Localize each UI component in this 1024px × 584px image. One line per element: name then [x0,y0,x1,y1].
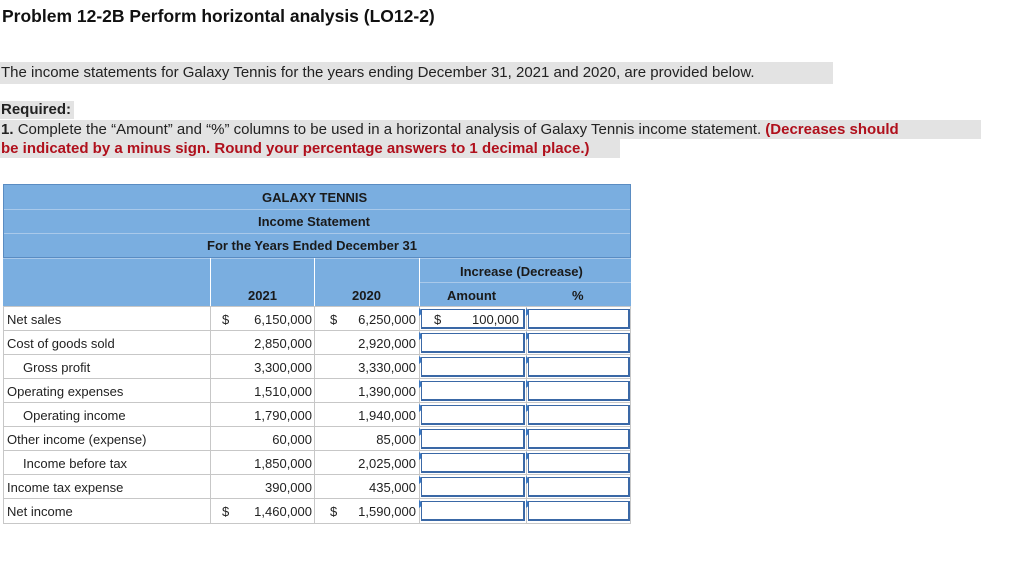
value-2021: 1,510,000 [254,384,312,399]
required-item-number: 1. [1,121,14,138]
dollar-amount: $ [434,312,442,327]
amount-input[interactable] [421,429,525,449]
col-header-2020-cell [315,258,419,306]
required-note-1: (Decreases should [765,121,899,138]
percent-input[interactable] [528,453,630,473]
amount-input[interactable] [421,333,525,353]
value-2021: 6,150,000 [254,312,312,327]
cell-divider [314,331,315,355]
row-label: Gross profit [23,360,91,375]
value-2020: 2,920,000 [358,336,416,351]
percent-input[interactable] [528,405,630,425]
cell-divider [3,451,4,475]
cell-divider [3,499,4,523]
row-label: Net sales [7,312,62,327]
amount-input[interactable] [421,405,525,425]
table-row [3,498,631,524]
table-row [3,450,631,475]
table-row [3,378,631,403]
cell-divider [314,403,315,427]
amount-input[interactable] [421,501,525,521]
statement-period: For the Years Ended December 31 [207,238,418,253]
value-2020: 6,250,000 [358,312,416,327]
row-label: Operating expenses [7,384,124,399]
col-header-change-cell [420,258,631,306]
required-note-2: be indicated by a minus sign. Round your percentage answers to 1 decimal place.) [1,140,590,157]
cell-divider [630,427,631,451]
row-label: Net income [7,504,73,519]
cell-divider [3,427,4,451]
cell-divider [630,499,631,523]
cell-divider [210,427,211,451]
value-2021: 1,460,000 [254,504,312,519]
cell-divider [314,499,315,523]
cell-divider [630,403,631,427]
required-text: Complete the “Amount” and “%” columns to be used in a horizontal analysis of Galaxy Tennis income statement. [17,121,762,138]
dollar-2021: $ [222,504,230,519]
header-divider [420,282,631,283]
col-header-increase-decrease: Increase (Decrease) [460,264,583,279]
row-label: Other income (expense) [7,432,147,447]
cell-divider [210,355,211,379]
cell-divider [314,307,315,331]
value-2020: 435,000 [369,480,416,495]
percent-input[interactable] [528,333,630,353]
cell-divider [3,403,4,427]
value-2020: 3,330,000 [358,360,416,375]
cell-divider [210,379,211,403]
cell-divider [314,451,315,475]
amount-input[interactable] [421,357,525,377]
dollar-2020: $ [330,504,338,519]
amount-input[interactable] [421,381,525,401]
col-header-amount: Amount [447,288,497,303]
table-row [3,354,631,379]
cell-divider [3,379,4,403]
percent-input[interactable] [528,477,630,497]
amount-input[interactable] [421,453,525,473]
value-2021: 390,000 [265,480,312,495]
cell-divider [3,355,4,379]
required-line-2 [0,139,620,158]
cell-divider [210,307,211,331]
table-row [3,402,631,427]
statement-name: Income Statement [258,214,370,229]
value-2020: 85,000 [376,432,416,447]
problem-title: Problem 12-2B Perform horizontal analysis (LO12-2) [2,6,435,26]
table-row [3,306,631,331]
row-label: Cost of goods sold [7,336,115,351]
value-2021: 60,000 [272,432,312,447]
amount-value: 100,000 [472,312,519,327]
header-divider [4,209,630,210]
header-divider [4,233,630,234]
col-header-label-cell [3,258,210,306]
required-line-1 [0,120,981,139]
cell-divider [630,331,631,355]
dollar-2021: $ [222,312,230,327]
value-2020: 1,940,000 [358,408,416,423]
cell-divider [210,499,211,523]
cell-divider [630,307,631,331]
percent-input[interactable] [528,381,630,401]
cell-divider [210,331,211,355]
percent-input[interactable] [528,501,630,521]
cell-divider [630,355,631,379]
value-2021: 1,850,000 [254,456,312,471]
row-label: Operating income [23,408,126,423]
amount-input[interactable] [421,477,525,497]
table-row [3,474,631,499]
value-2020: 2,025,000 [358,456,416,471]
percent-input[interactable] [528,309,630,329]
required-label: Required: [0,101,74,119]
col-header-2021: 2021 [248,288,277,303]
row-label: Income tax expense [7,480,124,495]
percent-input[interactable] [528,357,630,377]
amount-input[interactable] [421,309,525,329]
company-name: GALAXY TENNIS [262,190,368,205]
value-2021: 3,300,000 [254,360,312,375]
cell-divider [314,379,315,403]
table-row [3,426,631,451]
col-header-2020: 2020 [352,288,381,303]
cell-divider [630,451,631,475]
cell-divider [3,331,4,355]
cell-divider [314,427,315,451]
cell-divider [3,475,4,499]
percent-input[interactable] [528,429,630,449]
col-header-2021-cell [211,258,314,306]
cell-divider [314,355,315,379]
cell-divider [630,475,631,499]
value-2020: 1,390,000 [358,384,416,399]
intro-text: The income statements for Galaxy Tennis for the years ending December 31, 2021 and 2020, are provided below. [0,62,833,84]
table-row [3,330,631,355]
row-label: Income before tax [23,456,128,471]
dollar-2020: $ [330,312,338,327]
cell-divider [314,475,315,499]
cell-divider [210,451,211,475]
statement-header [3,184,631,258]
cell-divider [630,379,631,403]
cell-divider [3,307,4,331]
value-2021: 1,790,000 [254,408,312,423]
value-2021: 2,850,000 [254,336,312,351]
value-2020: 1,590,000 [358,504,416,519]
cell-divider [210,475,211,499]
col-header-percent: % [572,288,584,303]
cell-divider [210,403,211,427]
